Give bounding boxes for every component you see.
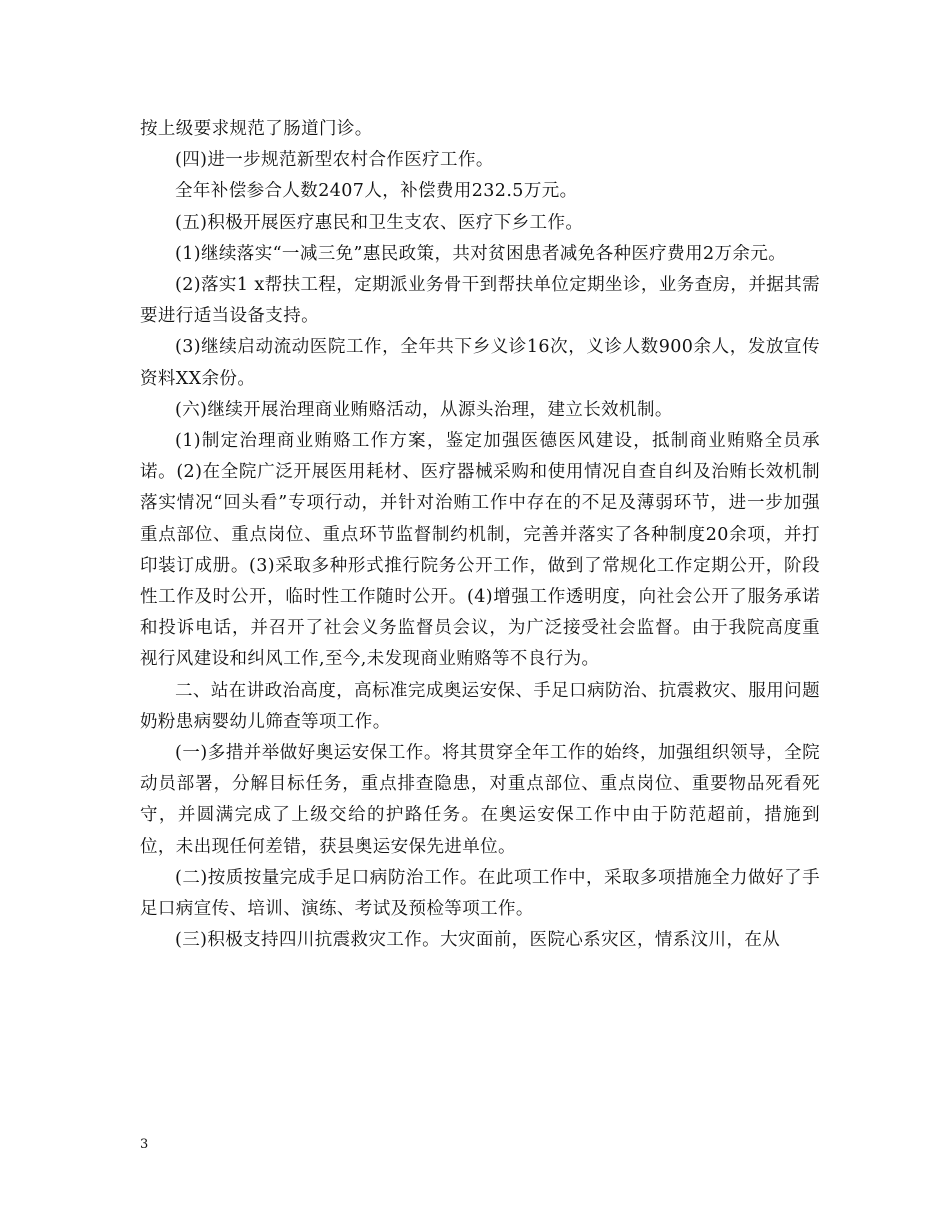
paragraph-7: (3)继续启动流动医院工作，全年共下乡义诊16次，义诊人数900余人，发放宣传资料XX余份。 bbox=[140, 337, 820, 389]
paragraph-11: (一)多措并举做好奥运安保工作。将其贯穿全年工作的始终，加强组织领导，全院动员部署，分解目标任务，重点排查隐患，对重点部位、重点岗位、重要物品死看死守，并圆满完成了上级交给的护路任务。在奥运安保工作中由于防范超前，措施到位，未出现任何差错，获县奥运安保先进单位。 bbox=[140, 743, 820, 857]
paragraph-10: 二、站在讲政治高度，高标准完成奥运安保、手足口病防治、抗震救灾、服用问题奶粉患病婴幼儿筛查等项工作。 bbox=[140, 680, 820, 732]
paragraph-1: 按上级要求规范了肠道门诊。 bbox=[140, 119, 373, 139]
paragraph-4: (五)积极开展医疗惠民和卫生支农、医疗下乡工作。 bbox=[175, 212, 584, 233]
paragraph-12: (二)按质按量完成手足口病防治工作。在此项工作中，采取多项措施全力做好了手足口病宣传、培训、演练、考试及预检等项工作。 bbox=[140, 867, 820, 920]
paragraph-5: (1)继续落实“一减三免”惠民政策，共对贫困患者减免各种医疗费用2万余元。 bbox=[175, 243, 787, 264]
paragraph-8: (六)继续开展治理商业贿赂活动，从源头治理，建立长效机制。 bbox=[175, 399, 673, 420]
paragraph-9: (1)制定治理商业贿赂工作方案，鉴定加强医德医风建设，抵制商业贿赂全员承诺。(2)在全院广泛开展医用耗材、医疗器械采购和使用情况自查自纠及治贿长效机制落实情况“回头看”专项行动，并针对治贿工作中存在的不足及薄弱环节，进一步加强重点部位、重点岗位、重点环节监督制约机制，完善并落实了各种制度20余项，并打印装订成册。(3)采取多种形式推行院务公开工作，做到了常规化工作定期公开，阶段性工作及时公开，临时性工作随时公开。(4)增强工作透明度，向社会公开了服务承诺和投诉电话，并召开了社会义务监督员会议，为广泛接受社会监督。由于我院高度重视行风建设和纠风工作,至今,未发现商业贿赂等不良行为。 bbox=[140, 431, 820, 670]
page-number: 3 bbox=[140, 1137, 149, 1152]
body-text bbox=[140, 114, 820, 956]
paragraph-3: 全年补偿参合人数2407人，补偿费用232.5万元。 bbox=[175, 181, 578, 202]
paragraph-13: (三)积极支持四川抗震救灾工作。大灾面前，医院心系灾区，情系汶川，在从 bbox=[175, 930, 781, 951]
paragraph-6: (2)落实1 x帮扶工程，定期派业务骨干到帮扶单位定期坐诊，业务查房，并据其需要进行适当设备支持。 bbox=[140, 275, 820, 327]
paragraph-2: (四)进一步规范新型农村合作医疗工作。 bbox=[175, 150, 494, 171]
